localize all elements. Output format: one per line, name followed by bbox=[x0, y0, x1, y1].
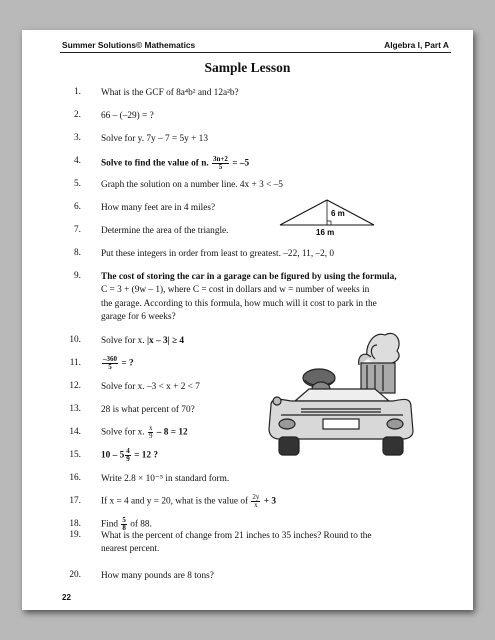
question-tail: = ? bbox=[121, 358, 134, 369]
numerator: –360 bbox=[103, 355, 117, 363]
question-text: Solve for x. –3 < x + 2 < 7 bbox=[101, 382, 200, 392]
question-stem: Solve for x. bbox=[101, 336, 145, 346]
car-illustration bbox=[257, 323, 417, 458]
question-tail: of 88. bbox=[130, 519, 152, 530]
header-rule bbox=[60, 52, 451, 53]
question-tail: + 3 bbox=[263, 496, 277, 507]
fraction bbox=[125, 448, 131, 463]
question-stem: If x = 4 and y = 20, what is the value of bbox=[101, 496, 249, 507]
fraction bbox=[102, 356, 118, 371]
denominator: x bbox=[254, 501, 258, 509]
question-number: 19. bbox=[69, 530, 81, 540]
question-stem: Solve to find the value of n. bbox=[101, 158, 209, 169]
right-angle-mark bbox=[327, 221, 331, 225]
question-line: garage for 6 weeks? bbox=[101, 311, 176, 322]
page-number: 22 bbox=[62, 593, 71, 602]
question-number: 11. bbox=[69, 358, 81, 368]
question-text bbox=[101, 494, 276, 509]
question-stem: Find bbox=[101, 519, 119, 530]
question-text bbox=[101, 335, 184, 348]
question-text bbox=[101, 271, 397, 324]
question-number: 1. bbox=[74, 87, 81, 97]
question-number: 17. bbox=[69, 496, 81, 506]
question-text: How many pounds are 8 tons? bbox=[101, 571, 214, 581]
series-title: Summer Solutions© Mathematics bbox=[62, 40, 196, 50]
page-header bbox=[62, 40, 449, 50]
question-text bbox=[101, 530, 372, 557]
question-number: 9. bbox=[74, 271, 81, 281]
question-line: nearest percent. bbox=[101, 544, 160, 555]
question-number: 20. bbox=[69, 570, 81, 580]
question-number: 18. bbox=[69, 519, 81, 529]
denominator: 5 bbox=[218, 163, 223, 171]
numerator: 3n+2 bbox=[213, 155, 228, 163]
question-text: Put these integers in order from least to greatest. –22, 11, –2, 0 bbox=[101, 249, 335, 259]
question-text: 28 is what percent of 70? bbox=[101, 405, 195, 415]
triangle-figure bbox=[278, 198, 378, 238]
numerator: 2y bbox=[252, 493, 260, 501]
question-text: Determine the area of the triangle. bbox=[101, 226, 229, 236]
question-tail: = –5 bbox=[232, 158, 250, 169]
question-number: 6. bbox=[74, 202, 81, 212]
question-tail: – 8 = 12 bbox=[156, 427, 188, 438]
lesson-title: Sample Lesson bbox=[204, 60, 291, 75]
question-number: 8. bbox=[74, 248, 81, 258]
worksheet-page bbox=[22, 30, 473, 610]
question-number: 2. bbox=[74, 110, 81, 120]
denominator: 5 bbox=[108, 363, 112, 371]
question-text: How many feet are in 4 miles? bbox=[101, 203, 216, 213]
fraction bbox=[251, 494, 260, 509]
question-number: 5. bbox=[74, 179, 81, 189]
question-number: 3. bbox=[74, 133, 81, 143]
question-number: 4. bbox=[74, 156, 81, 166]
question-number: 7. bbox=[74, 225, 81, 235]
denominator: 9 bbox=[126, 455, 130, 463]
question-text: Graph the solution on a number line. 4x + 3 < –5 bbox=[101, 180, 283, 190]
triangle-base-label: 16 m bbox=[316, 228, 335, 237]
question-line: The cost of storing the car in a garage can be figured by using the formula, bbox=[101, 272, 397, 282]
question-number: 16. bbox=[69, 473, 81, 483]
numerator: x bbox=[148, 424, 153, 432]
fraction bbox=[148, 425, 154, 440]
question-text: Solve for y. 7y – 7 = 5y + 13 bbox=[101, 134, 208, 144]
question-number: 10. bbox=[69, 335, 81, 345]
question-stem: 10 – 5 bbox=[101, 450, 125, 461]
question-line: C = 3 + (9w – 1), where C = cost in dollars and w = number of weeks in bbox=[101, 285, 370, 296]
denominator: 8 bbox=[122, 524, 126, 532]
question-number: 12. bbox=[69, 381, 81, 391]
numerator: 5 bbox=[122, 516, 126, 524]
question-line: the garage. According to this formula, how much will it cost to park in the bbox=[101, 298, 377, 309]
question-text bbox=[101, 448, 158, 463]
question-text bbox=[101, 156, 249, 171]
course-title: Algebra I, Part A bbox=[384, 40, 449, 50]
question-text: What is the GCF of 8a⁴b² and 12a²b? bbox=[101, 88, 239, 98]
question-line: What is the percent of change from 21 inches to 35 inches? Round to the bbox=[101, 531, 372, 541]
question-stem: Solve for x. bbox=[101, 427, 145, 438]
question-number: 15. bbox=[69, 450, 81, 460]
triangle-height-label: 6 m bbox=[331, 209, 345, 218]
question-text bbox=[101, 356, 134, 371]
question-text bbox=[101, 425, 188, 440]
question-text: 66 – (–29) = ? bbox=[101, 111, 154, 121]
denominator: 9 bbox=[148, 432, 153, 440]
question-text: Write 2.8 × 10⁻⁵ in standard form. bbox=[101, 474, 230, 484]
question-number: 14. bbox=[69, 427, 81, 437]
question-tail: |x – 3| ≥ 4 bbox=[146, 336, 185, 346]
question-tail: = 12 ? bbox=[134, 450, 158, 461]
fraction bbox=[212, 156, 229, 171]
question-number: 13. bbox=[69, 404, 81, 414]
numerator: 4 bbox=[126, 447, 130, 455]
